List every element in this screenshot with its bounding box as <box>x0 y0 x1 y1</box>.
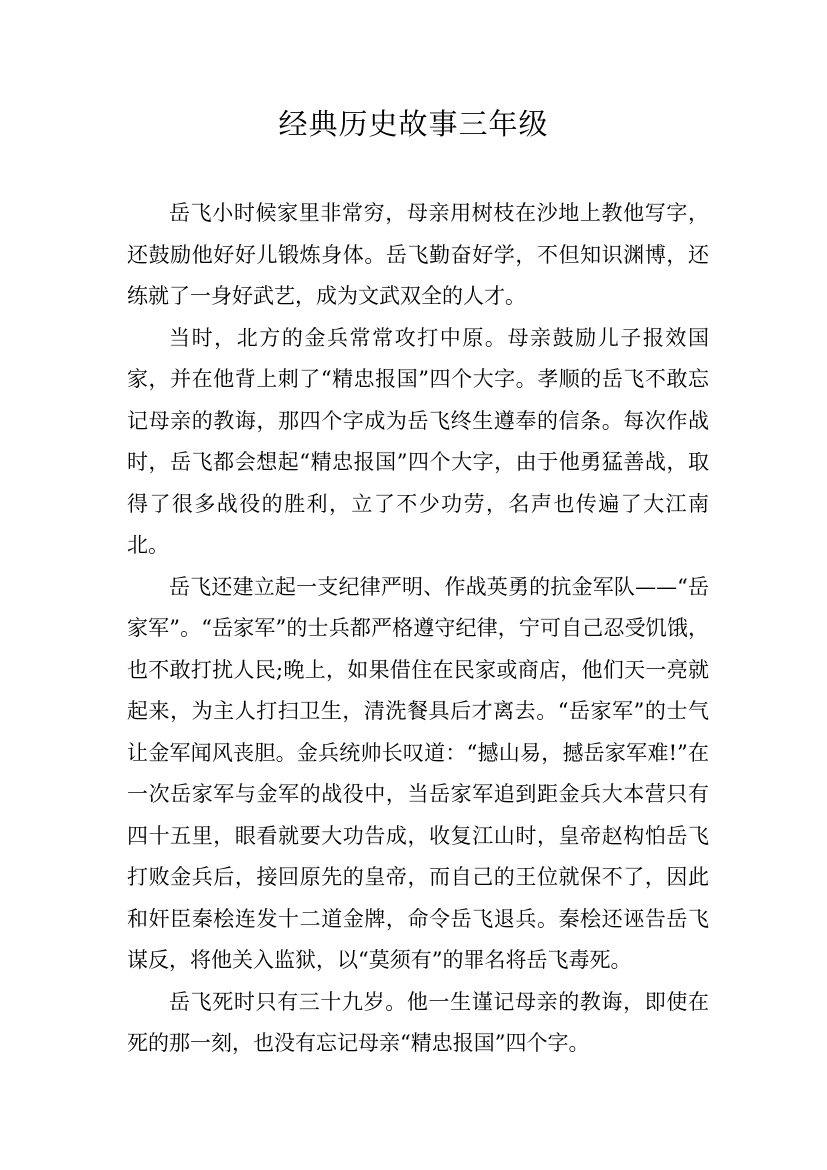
paragraph: 岳飞死时只有三十九岁。他一生谨记母亲的教诲，即使在死的那一刻，也没有忘记母亲“精忠报国”四个字。 <box>127 989 709 1055</box>
document-body <box>127 193 709 1065</box>
paragraph: 当时，北方的金兵常常攻打中原。母亲鼓励儿子报效国家，并在他背上刺了“精忠报国”四个大字。孝顺的岳飞不敢忘记母亲的教诲，那四个字成为岳飞终生遵奉的信条。每次作战时，岳飞都会想起“精忠报国”四个大字，由于他勇猛善战，取得了很多战役的胜利，立了不少功劳，名声也传遍了大江南北。 <box>127 325 709 557</box>
paragraph: 岳飞小时候家里非常穷，母亲用树枝在沙地上教他写字，还鼓励他好好儿锻炼身体。岳飞勤奋好学，不但知识渊博，还练就了一身好武艺，成为文武双全的人才。 <box>127 201 709 308</box>
paragraph: 岳飞还建立起一支纪律严明、作战英勇的抗金军队——“岳家军”。“岳家军”的士兵都严格遵守纪律，宁可自己忍受饥饿，也不敢打扰人民;晚上，如果借住在民家或商店，他们天一亮就起来，为主人打扫卫生，清洗餐具后才离去。“岳家军”的士气让金军闻风丧胆。金兵统帅长叹道：“撼山易，撼岳家军难!”在一次岳家军与金军的战役中，当岳家军追到距金兵大本营只有四十五里，眼看就要大功告成，收复江山时，皇帝赵构怕岳飞打败金兵后，接回原先的皇帝，而自己的王位就保不了，因此和奸臣秦桧连发十二道金牌，命令岳飞退兵。秦桧还诬告岳飞谋反，将他关入监狱，以“莫须有”的罪名将岳飞毒死。 <box>127 574 709 972</box>
document-title: 经典历史故事三年级 <box>278 107 549 141</box>
